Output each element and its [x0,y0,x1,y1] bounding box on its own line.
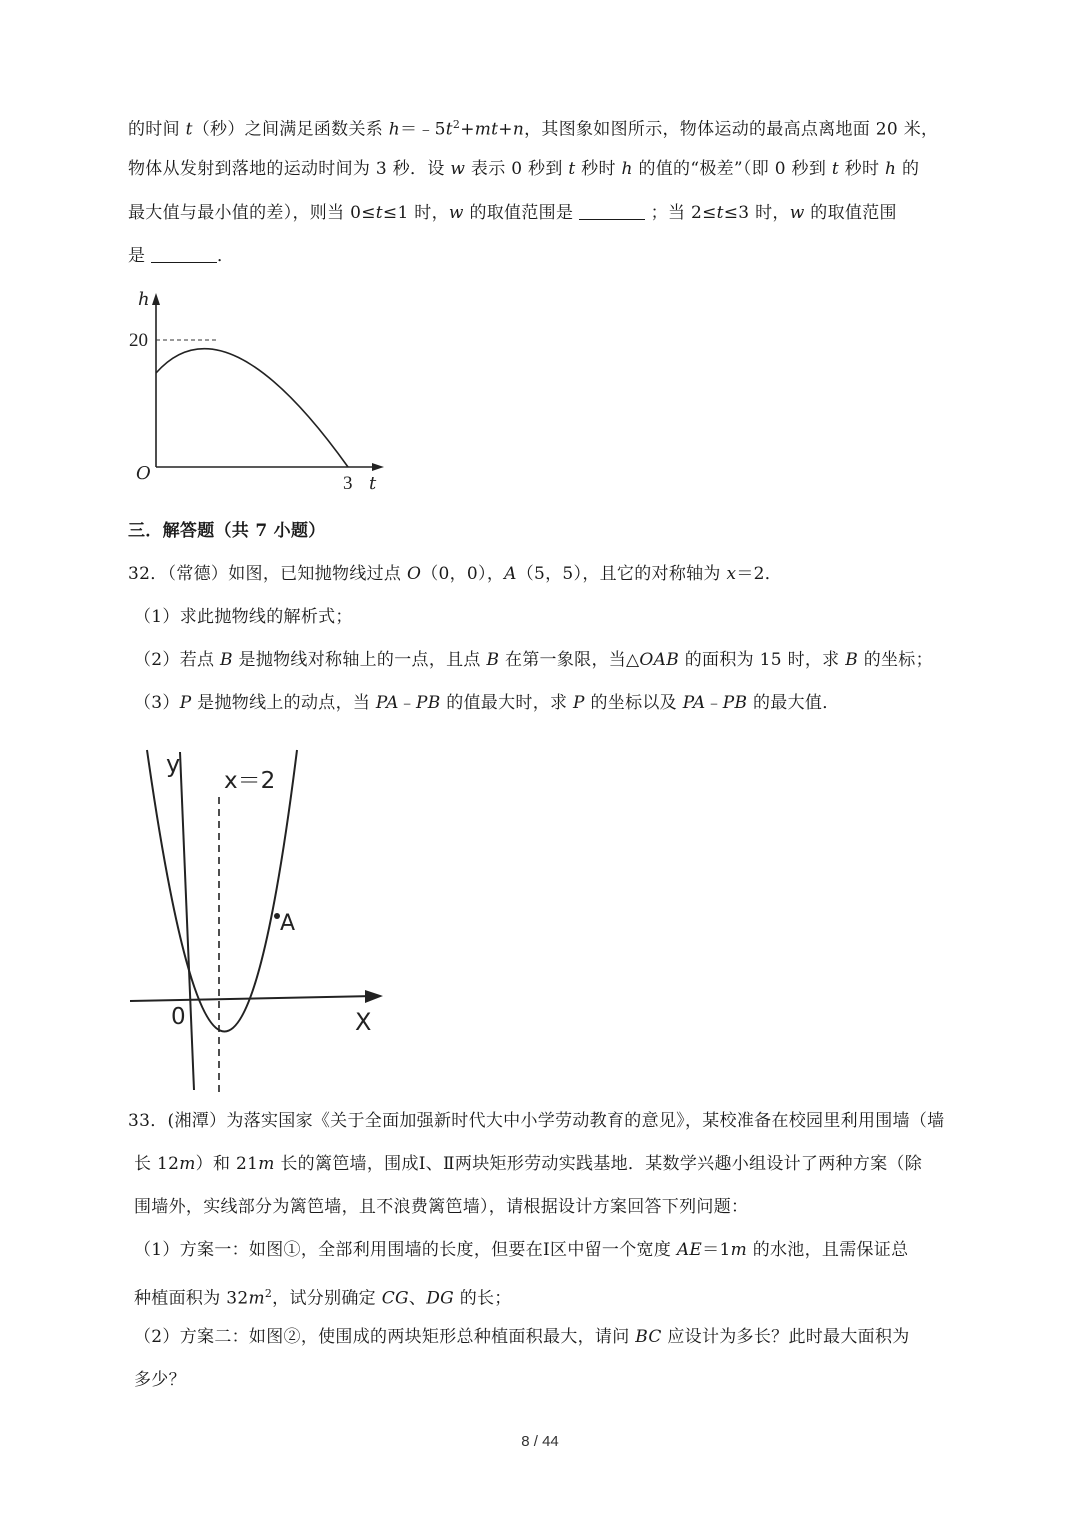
y-label: y [166,750,181,778]
y-axis-arrow [152,293,160,305]
answer-blank-2[interactable] [151,262,217,263]
x-label-t: t [369,473,377,494]
y-axis [180,752,194,1090]
x-axis [130,996,375,1001]
q33-part-1: （1）方案一：如图①，全部利用围墙的长度，但要在Ⅰ区中留一个宽度 AE＝1m 的水池，且需保证总 [134,1240,909,1260]
q33-line-3: 围墙外，实线部分为篱笆墙，且不浪费篱笆墙），请根据设计方案回答下列问题： [134,1197,749,1217]
q33-line-2: 长 12m）和 21m 长的篱笆墙，围成Ⅰ、Ⅱ两块矩形劳动实践基地．某数学兴趣小组设计了两种方案（除 [134,1154,923,1174]
q32-part-1: （1）求此抛物线的解析式； [134,607,353,627]
origin-label: 0 [171,1004,186,1030]
q31-line-1: 的时间 t（秒）之间满足函数关系 $h=﹣5t^2+mt+n$，其图象如图所示，物体运动的最高点离地面 20 米， [128,118,939,140]
q31-line-4: 是 ． [128,246,235,266]
q33-line-1: 33．(湘潭）为落实国家《关于全面加强新时代大中小学劳动教育的意见》，某校准备在校园里利用围墙（墙 [128,1111,945,1131]
y-tick-20: 20 [129,330,148,351]
x-axis-arrow [365,990,383,1003]
y-label-h: h [138,289,150,310]
x-label: X [355,1008,372,1036]
q32-part-2: （2）若点 B 是抛物线对称轴上的一点，且点 B 在第一象限，当△OAB 的面积为 15 时，求 B 的坐标； [134,650,933,670]
q32-part-3: （3）P 是抛物线上的动点，当 PA﹣PB 的值最大时，求 P 的坐标以及 PA﹣PB 的最大值． [134,693,840,713]
q31-height-time-graph [125,285,405,495]
answer-blank-1[interactable] [579,219,645,220]
symmetry-axis-label: x＝2 [224,768,276,794]
q33-part-2-cont: 多少？ [134,1370,186,1390]
q31-line-3: 最大值与最小值的差），则当 0≤t≤1 时，w 的取值范围是 ；当 2≤t≤3 时，w 的取值范围 [128,203,897,223]
origin-label: O [136,463,151,484]
x-axis-arrow [372,463,384,471]
q33-part-1-cont: 种植面积为 $32m^2$，试分别确定 CG、DG 的长； [134,1287,512,1309]
height-curve [156,349,348,467]
q32-stem: 32．（常德）如图，已知抛物线过点 O（0，0），A（5，5），且它的对称轴为 x＝2． [128,564,783,584]
q33-part-2: （2）方案二：如图②，使围成的两块矩形总种植面积最大，请问 BC 应设计为多长？此时最大面积为 [134,1327,910,1347]
q31-line-2: 物体从发射到落地的运动时间为 3 秒．设 w 表示 0 秒到 t 秒时 h 的值的“极差”（即 0 秒到 t 秒时 h 的 [128,159,920,179]
x-tick-3: 3 [343,473,353,494]
page-number: 8 / 44 [521,1433,559,1450]
section-heading: 三．解答题（共 7 小题） [128,521,326,541]
point-a-label: A [280,911,296,936]
q32-parabola-graph [125,720,405,1100]
